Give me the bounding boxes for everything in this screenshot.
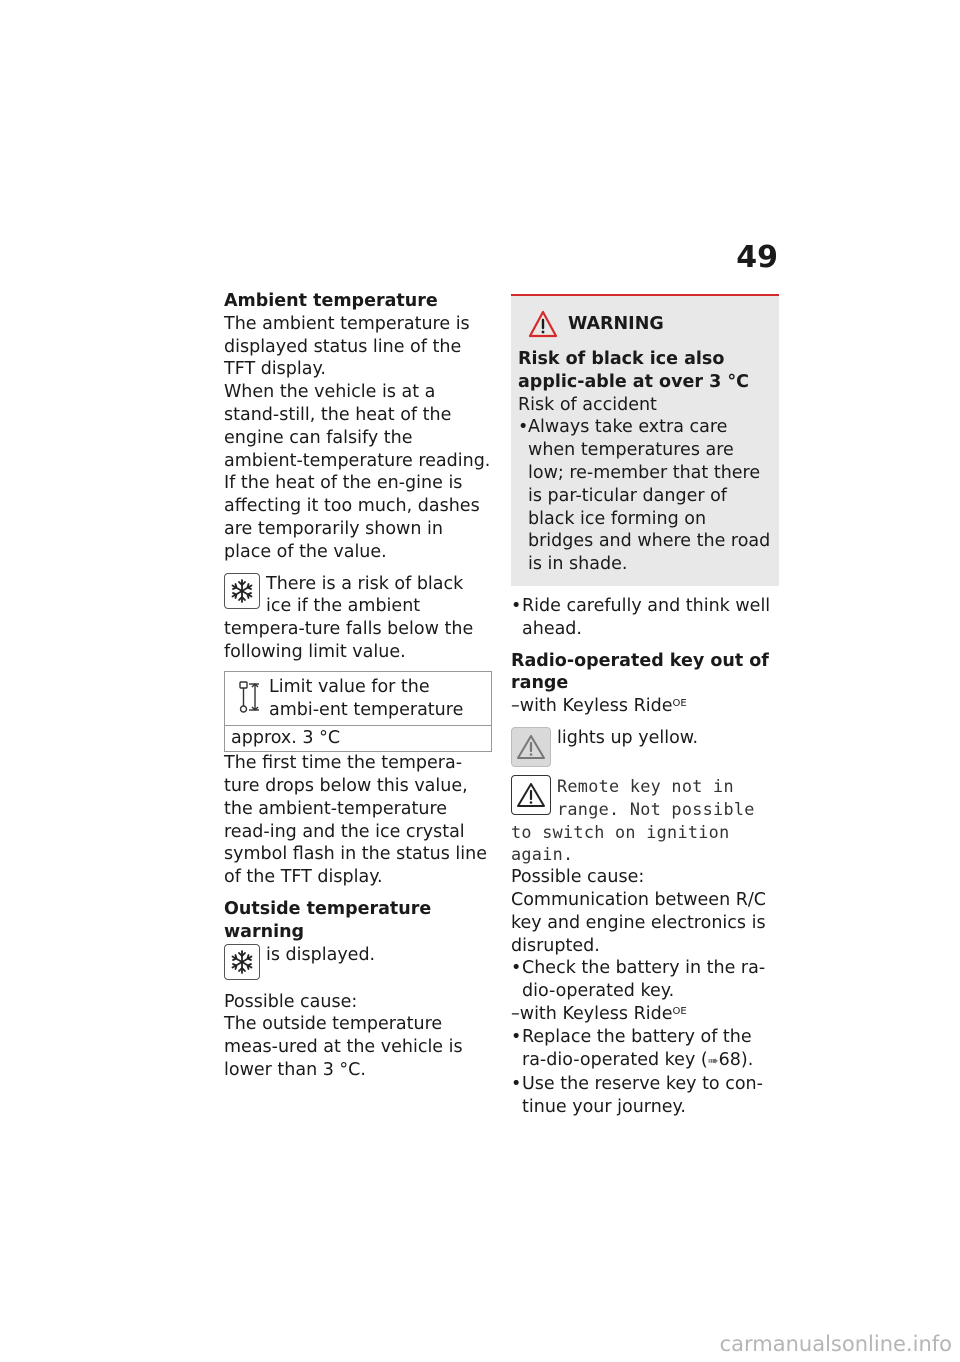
lights-up-row: [511, 727, 779, 769]
outside-displayed-text: is displayed.: [266, 944, 376, 965]
list-item: • Check the battery in the ra-dio-operated key.: [511, 957, 779, 1003]
list-item: • Ride carefully and think well ahead.: [511, 595, 779, 641]
possible-cause-label: Possible cause:: [511, 867, 645, 888]
radio-key-heading: Radio-operated key out of range: [511, 650, 769, 694]
right-column: [511, 290, 779, 1119]
remote-key-message: Remote key not in range. Not possible to switch on ignition again.: [511, 775, 755, 865]
replace-list: [511, 1026, 779, 1119]
ambient-paragraph-1: The ambient temperature is displayed status line of the TFT display.: [224, 313, 470, 380]
warning-triangle-icon: [511, 775, 551, 815]
ambient-paragraph-2: When the vehicle is at a stand-still, the heat of the engine can falsify the ambient-temperature reading. If the heat of the en-gine is affecting it too much, dashes are temporarily shown in place of the value.: [224, 382, 491, 562]
warning-triangle-icon: [528, 310, 558, 338]
keyless-ride-label: –with Keyless Ride: [511, 1003, 673, 1024]
outside-cause-text: The outside temperature meas-ured at the vehicle is lower than 3 °C.: [224, 1014, 463, 1080]
snowflake-icon: [224, 944, 260, 980]
ice-risk-row: [224, 573, 492, 664]
check-list: [511, 957, 779, 1003]
keyless-ride-line: [511, 1003, 779, 1026]
warning-triangle-icon: [511, 727, 551, 767]
warning-box: [511, 294, 779, 586]
warning-list: [518, 416, 772, 576]
page-number: 49: [736, 240, 778, 275]
oe-mark: OE: [672, 1005, 687, 1017]
limit-value-table: [224, 671, 492, 752]
warning-title: [518, 310, 772, 338]
snowflake-icon: [224, 573, 260, 609]
ice-risk-text: There is a risk of black ice if the ambient tempera-ture falls below the following limit value.: [224, 573, 474, 662]
list-item: • Always take extra care when temperatures are low; re-member that there is par-ticular danger of black ice forming on bridges and where the road is in shade.: [518, 416, 772, 576]
limit-value-label: Limit value for the ambi-ent temperature: [269, 676, 464, 720]
keyless-ride-line: [511, 695, 779, 718]
warning-risk: Risk of accident: [518, 394, 657, 415]
left-column: [224, 290, 492, 1082]
radio-cause-text: Communication between R/C key and engine electronics is disrupted.: [511, 889, 767, 956]
limit-value-header: [225, 672, 491, 727]
outside-displayed-row: [224, 944, 492, 982]
list-item: [511, 1026, 779, 1074]
remote-key-message-row: [511, 775, 779, 866]
warning-label: WARNING: [568, 313, 664, 334]
keyless-ride-label: –with Keyless Ride: [511, 696, 673, 717]
lights-up-text: lights up yellow.: [557, 727, 699, 748]
warning-heading: Risk of black ice also applic-able at over 3 °C: [518, 349, 749, 392]
page-reference[interactable]: 68).: [718, 1049, 754, 1070]
replace-text: Replace the battery of the ra-dio-operated key (: [522, 1026, 752, 1070]
watermark: carmanualsonline.info: [719, 1332, 952, 1356]
ambient-heading: Ambient temperature: [224, 291, 438, 311]
arrow-icon: ➠: [707, 1053, 719, 1069]
first-time-text: The first time the tempera-ture drops below this value, the ambient-temperature read-ing and the ice crystal symbol flash in the status line of the TFT display.: [224, 753, 487, 888]
limit-value: approx. 3 °C: [231, 728, 341, 749]
outside-temperature-heading: Outside temperature warning: [224, 898, 432, 942]
possible-cause-label: Possible cause:: [224, 991, 358, 1012]
list-item: • Use the reserve key to con-tinue your journey.: [511, 1073, 779, 1119]
thermometer-icon: [231, 676, 269, 722]
oe-mark: OE: [672, 698, 687, 710]
ride-list: [511, 595, 779, 641]
